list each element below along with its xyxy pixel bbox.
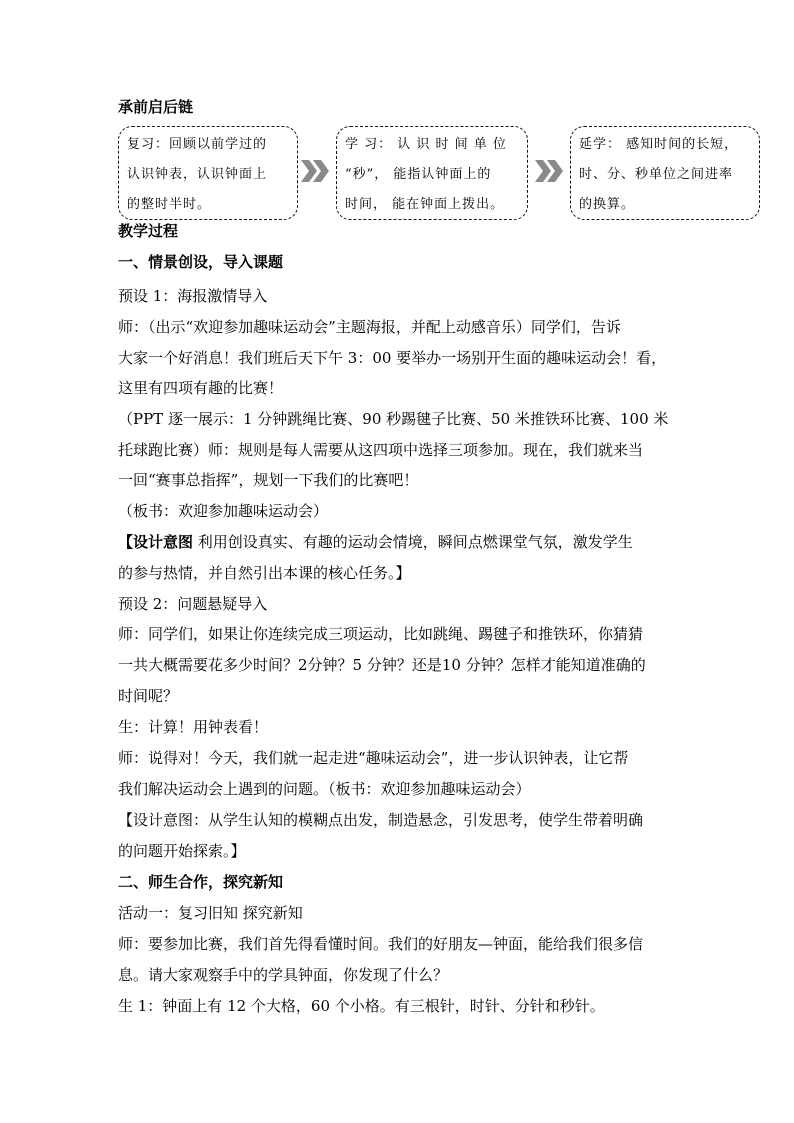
teaching-process-heading: 教学过程: [118, 222, 179, 240]
flow-box-line: 认识钟表，认识钟面上: [127, 167, 268, 182]
paragraph-line: （PPT 逐一展示：1 分钟跳绳比赛、90 秒踢毽子比赛、50 米推铁环比赛、100 米: [118, 410, 669, 428]
flow-box-line: 时间， 能在钟面上拨出。: [345, 197, 505, 212]
design-intent-1: [118, 533, 633, 551]
flow-box-line: 时、分、秒单位之间进率: [579, 167, 734, 182]
double-chevron-right-icon: [535, 160, 565, 182]
preset-2: 预设 2：问题悬疑导入: [118, 595, 268, 613]
paragraph-line: 一回“赛事总指挥”，规划一下我们的比赛吧！: [118, 471, 419, 489]
flow-box-line: 的整时半时。: [127, 197, 212, 212]
paragraph-line: 师：要参加比赛，我们首先得看懂时间。我们的好朋友—钟面，能给我们很多信: [118, 935, 644, 953]
design-intent-2-cont: 的问题开始探索。】: [118, 842, 246, 860]
flow-box-line: 延学： 感知时间的长短，: [579, 137, 739, 152]
flow-box-line: “秒”， 能指认钟面上的: [345, 167, 492, 182]
student-answer: 生：计算！用钟表看！: [118, 718, 269, 736]
student-answer: 生 1：钟面上有 12 个大格，60 个小格。有三根针，时针、分针和秒针。: [118, 997, 605, 1015]
flow-box-line: 的换算。: [579, 197, 636, 212]
design-intent-1-cont: 的参与热情，并自然引出本课的核心任务。】: [118, 564, 411, 582]
paragraph-line: 息。请大家观察手中的学具钟面，你发现了什么？: [118, 966, 449, 984]
paragraph-line: 师：同学们，如果让你连续完成三项运动，比如跳绳、踢毽子和推铁环，你猜猜: [118, 625, 644, 643]
paragraph-line: 这里有四项有趣的比赛！: [118, 379, 284, 397]
flow-box-review: [118, 126, 298, 220]
paragraph-line: 托球跑比赛）师：规则是每人需要从这四项中选择三项参加。现在，我们就来当: [118, 441, 644, 459]
design-intent-label: 【设计意图: [118, 533, 194, 551]
board-note: （板书：欢迎参加趣味运动会）: [118, 502, 329, 520]
paragraph-line: 师：（出示“欢迎参加趣味运动会”主题海报，并配上动感音乐）同学们，告诉: [118, 318, 621, 336]
design-intent-text: 利用创设真实、有趣的运动会情境，瞬间点燃课堂气氛，激发学生: [193, 533, 633, 551]
section-1-title: 一、情景创设，导入课题: [118, 253, 284, 271]
flow-box-extend: [570, 126, 760, 220]
design-intent-2: 【设计意图：从学生认知的模糊点出发，制造悬念，引发思考，使学生带着明确: [118, 811, 644, 829]
paragraph-line: 师：说得对！今天，我们就一起走进“趣味运动会”，进一步认识钟表，让它帮: [118, 749, 629, 767]
flow-box-line: 复习：回顾以前学过的: [127, 137, 268, 152]
flow-box-line: 学 习： 认 识 时 间 单 位: [345, 137, 507, 152]
section-2-title: 二、师生合作，探究新知: [118, 873, 284, 891]
paragraph-line: 我们解决运动会上遇到的问题。（板书：欢迎参加趣味运动会）: [118, 780, 531, 798]
preset-1: 预设 1：海报激情导入: [118, 287, 268, 305]
paragraph-line: 一共大概需要花多少时间？2分钟？5 分钟？还是10 分钟？怎样才能知道准确的: [118, 656, 646, 674]
section-link-heading: 承前启后链: [118, 98, 194, 116]
double-chevron-right-icon: [301, 160, 331, 182]
paragraph-line: 大家一个好消息！我们班后天下午 3：00 要举办一场别开生面的趣味运动会！看，: [118, 349, 667, 367]
flow-box-learn: [336, 126, 528, 220]
paragraph-line: 时间呢？: [118, 687, 179, 705]
activity-1: 活动一：复习旧知 探究新知: [118, 904, 303, 922]
